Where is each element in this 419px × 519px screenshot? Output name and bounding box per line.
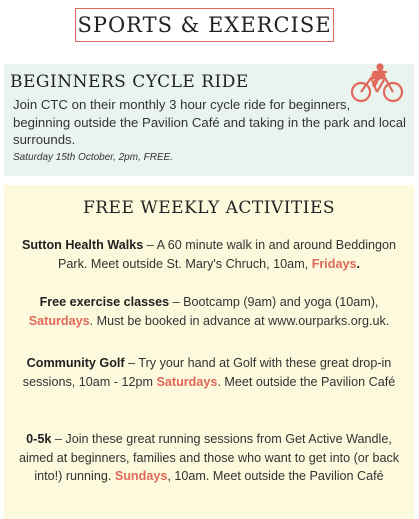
activity-item [14,354,404,391]
activity-day: Saturdays [156,374,218,389]
activity-text-end: . Must be booked in advance at www.ourparks.org.uk. [89,313,390,328]
activity-day: Saturdays [28,313,90,328]
activity-name: Free exercise classes [39,295,170,309]
activity-item [14,293,404,330]
activity-name: 0-5k [26,432,52,446]
activity-name: Sutton Health Walks [21,238,144,252]
activity-text: – Join these great running sessions from Get Active Wandle, aimed at beginners, families and those who want to get into (or back into!) running. [18,432,400,483]
activity-text-end: . Meet outside the Pavilion Café [217,374,396,389]
activity-day: Fridays [311,256,357,271]
cycle-ride-heading: BEGINNERS CYCLE RIDE [10,72,249,92]
activity-item [14,236,404,273]
weekly-activities-section [4,185,414,519]
page-title-box [75,8,334,42]
activity-text-end: , 10am. Meet outside the Pavilion Café [167,469,384,483]
activity-item [14,430,404,486]
cycle-ride-details: Saturday 15th October, 2pm, FREE. [13,151,174,163]
activity-name: Community Golf [26,356,125,370]
activity-text: – Try your hand at Golf with these great drop-in sessions, 10am - 12pm [22,356,392,389]
activity-text: – A 60 minute walk in and around Beddingon Park. Meet outside St. Mary's Chruch, 10am, [58,238,397,271]
page-title: SPORTS & EXERCISE [77,13,332,37]
cycle-ride-description: Join CTC on their monthly 3 hour cycle ride for beginners, beginning outside the Pavilion Café and taking in the park and local surrounds. [13,97,406,147]
activity-text-end: . [356,256,360,271]
weekly-heading: FREE WEEKLY ACTIVITIES [82,198,336,218]
activity-day: Sundays [114,469,168,483]
cyclist-icon [350,62,404,104]
activity-text: – Bootcamp (9am) and yoga (10am), [169,295,379,309]
cycle-ride-section [4,64,414,176]
